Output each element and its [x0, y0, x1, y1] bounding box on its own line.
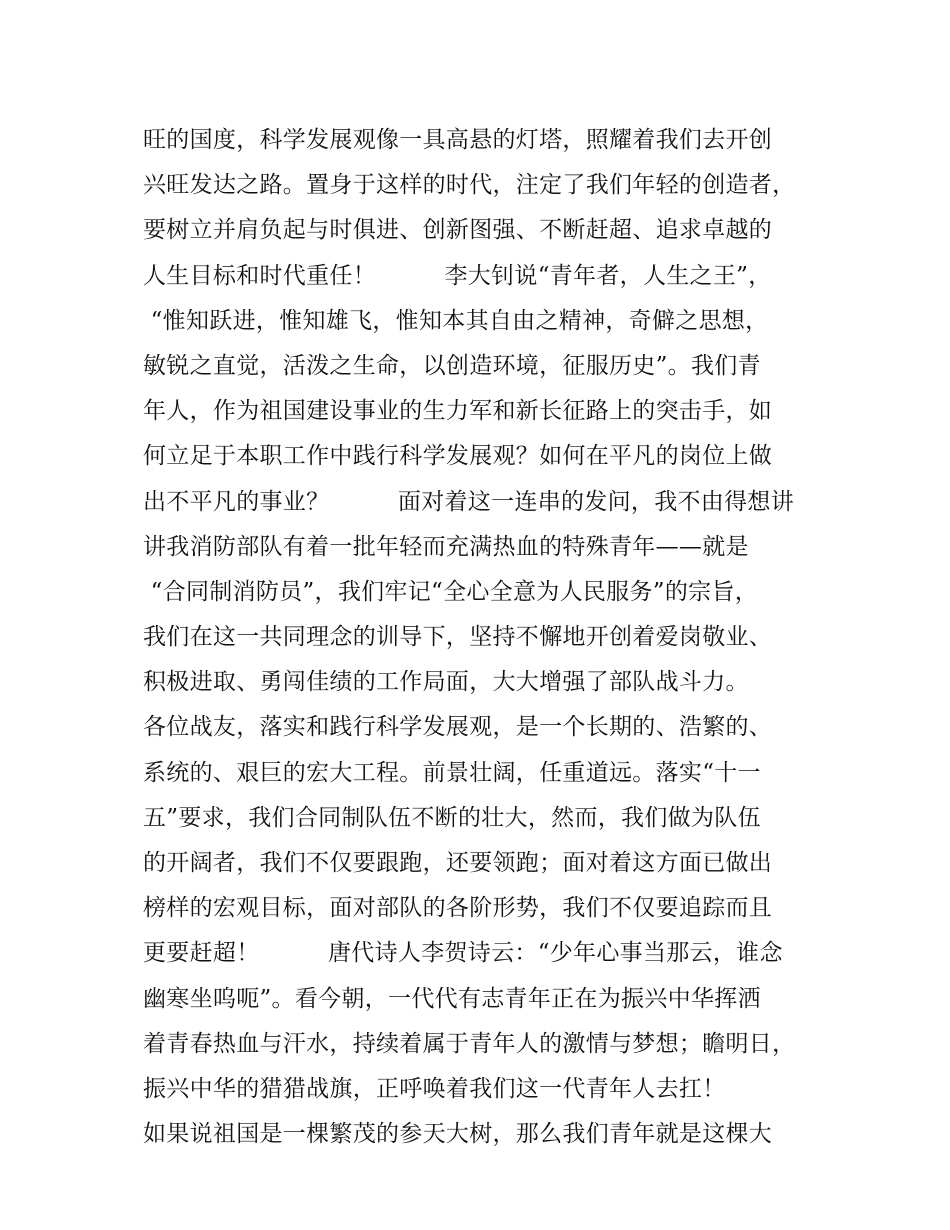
text-line: 着青春热血与汗水，持续着属于青年人的激情与梦想；瞻明日，	[143, 1030, 796, 1057]
text-line: 出不平凡的事业？ 面对着这一连串的发问，我不由得想讲	[143, 488, 794, 515]
text-line: 讲我消防部队有着一批年轻而充满热血的特殊青年——就是	[143, 533, 749, 560]
text-line: 旺的国度，科学发展观像一具高悬的灯塔，照耀着我们去开创	[143, 127, 773, 153]
text-line: 各位战友，落实和践行科学发展观，是一个长期的、浩繁的、	[143, 714, 773, 741]
text-line: “合同制消防员”，我们牢记“全心全意为人民服务”的宗旨，	[143, 578, 759, 605]
text-line: 更要赶超！ 唐代诗人李贺诗云：“少年心事当那云，谁念	[143, 940, 783, 967]
text-line: 系统的、艰巨的宏大工程。前景壮阔，任重道远。落实“十一	[143, 759, 761, 786]
text-line: 人生目标和时代重任！ 李大钊说“青年者，人生之王”，	[143, 262, 772, 289]
text-line: 五”要求，我们合同制队伍不断的壮大，然而，我们做为队伍	[143, 804, 761, 831]
text-line: 兴旺发达之路。置身于这样的时代，注定了我们年轻的创造者，	[143, 172, 796, 199]
text-line: 幽寒坐呜呃”。看今朝，一代代有志青年正在为振兴中华挥洒	[143, 985, 761, 1012]
text-line: 积极进取、勇闯佳绩的工作局面，大大增强了部队战斗力。	[143, 669, 749, 696]
text-line: 的开阔者，我们不仅要跟跑，还要领跑；面对着这方面已做出	[143, 850, 773, 876]
body-text	[143, 118, 833, 1157]
text-line: 敏锐之直觉，活泼之生命，以创造环境，征服历史”。我们青	[143, 352, 761, 379]
text-line: 振兴中华的猎猎战旗，正呼唤着我们这一代青年人去扛！	[143, 1075, 726, 1102]
text-line: 何立足于本职工作中践行科学发展观？如何在平凡的岗位上做	[143, 443, 773, 470]
text-line: “惟知跃进，惟知雄飞，惟知本其自由之精神，奇僻之思想，	[143, 307, 769, 334]
text-line: 榜样的宏观目标，面对部队的各阶形势，我们不仅要追踪而且	[143, 895, 773, 922]
text-line: 年人，作为祖国建设事业的生力军和新长征路上的突击手，如	[143, 398, 773, 425]
text-line: 我们在这一共同理念的训导下，坚持不懈地开创着爱岗敬业、	[143, 624, 773, 651]
text-line: 如果说祖国是一棵繁茂的参天大树，那么我们青年就是这棵大	[143, 1121, 773, 1148]
text-line: 要树立并肩负起与时俱进、创新图强、不断赶超、追求卓越的	[143, 217, 773, 244]
